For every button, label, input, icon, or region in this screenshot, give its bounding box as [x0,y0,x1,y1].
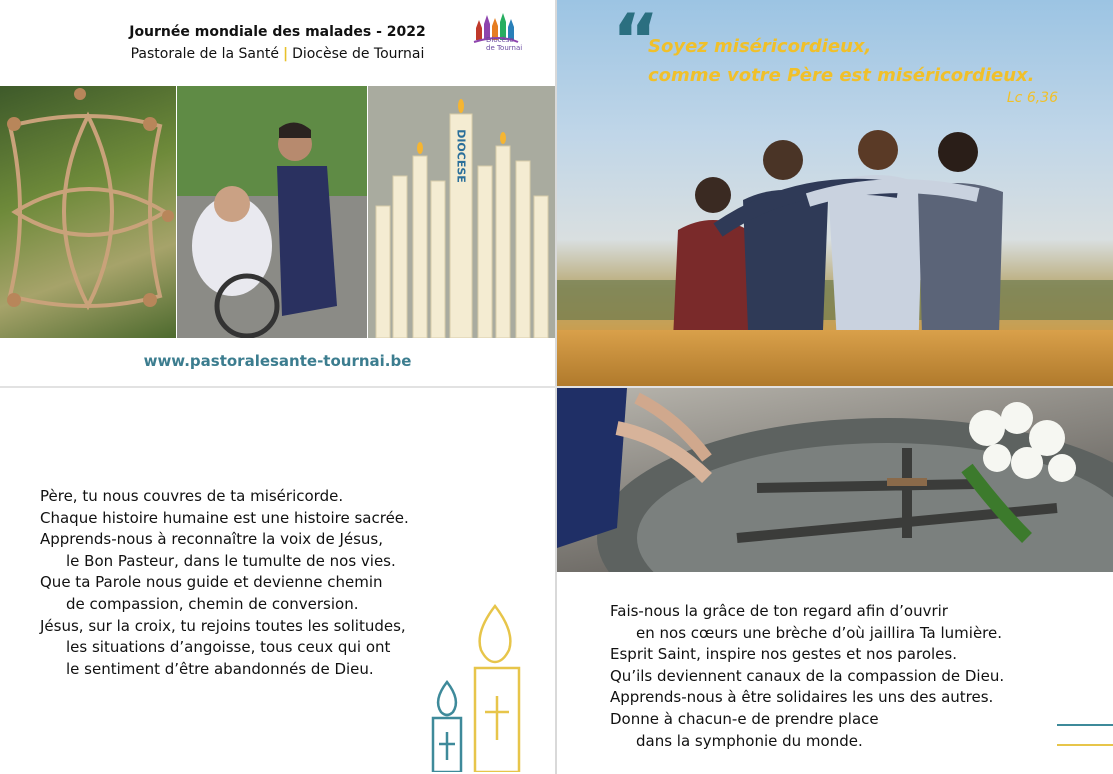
bible-verse [648,32,1088,90]
fountain-scene [557,388,1113,572]
candles-icon [425,600,535,772]
horizontal-fold [0,386,1113,388]
hand-washing-fountain-photo [557,388,1113,572]
grotto-grille-photo [0,86,176,338]
prayer-line: Apprends-nous à être solidaires les uns des autres. [610,688,994,707]
separator: | [282,46,289,62]
prayer-line: Fais-nous la grâce de ton regard afin d’ouvrir [610,602,948,620]
caregiver-scene [177,86,367,338]
card-front-left [0,0,555,386]
organizer-name: Pastorale de la Santé [130,46,279,62]
quote-mark-icon: “ [612,0,660,82]
prayer-line: les situations d’angoisse, tous ceux qui ont [66,638,391,657]
prayer-line: le sentiment d’être abandonnés de Dieu. [66,659,374,678]
prayer-line: le Bon Pasteur, dans le tumulte de nos vies. [66,551,396,570]
decorative-line-yellow [1057,744,1113,746]
verse-reference: Lc 6,36 [1006,90,1058,106]
prayer-line: Donne à chacun-e de prendre place [610,709,879,728]
event-title: Journée mondiale des malades - 2022 [129,24,426,40]
prayer-line: de compassion, chemin de conversion. [66,594,359,613]
logo-caption [486,36,522,52]
wheat-field [557,330,1113,386]
candles-photo [368,86,555,338]
prayer-left [40,486,409,680]
candle-label: DIOCESE [454,129,468,183]
prayer-line: Chaque histoire humaine est une histoire sacrée. [40,508,409,527]
caregiver-wheelchair-photo [177,86,367,338]
candles-scene [368,86,555,338]
prayer-line: en nos cœurs une brèche d’où jaillira Ta lumière. [636,623,1003,642]
diocese-name: Diocèse de Tournai [292,46,425,62]
prayer-line: Apprends-nous à reconnaître la voix de Jésus, [40,530,384,549]
verse-line1: Soyez miséricordieux, [648,36,872,57]
grille-pattern [0,86,176,338]
website-link[interactable]: www.pastoralesante-tournai.be [143,352,412,370]
prayer-line: Jésus, sur la croix, tu rejoins toutes les solitudes, [40,616,406,635]
logo-caption-line2: de Tournai [486,44,523,52]
prayer-line: Père, tu nous couvres de ta miséricorde. [40,487,344,505]
prayer-line: Esprit Saint, inspire nos gestes et nos paroles. [610,645,957,664]
prayer-line: dans la symphonie du monde. [636,731,863,750]
decorative-line-teal [1057,724,1113,726]
logo-caption-line1: Diocèse [486,36,514,44]
prayer-line: Qu’ils deviennent canaux de la compassion de Dieu. [610,666,1005,685]
prayer-line: Que ta Parole nous guide et devienne chemin [40,573,383,592]
verse-line2: comme votre Père est miséricordieux. [648,65,1035,86]
prayer-right [610,601,1004,752]
